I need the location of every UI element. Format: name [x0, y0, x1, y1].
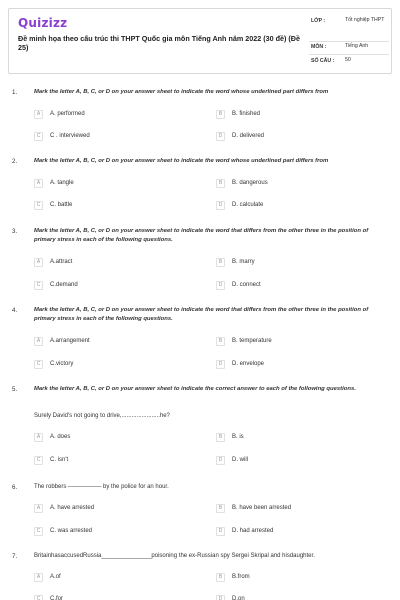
- option-b[interactable]: B. marry: [232, 259, 255, 265]
- question-stem: The robbers –––––––––– by the police for an hour.: [34, 484, 169, 490]
- option-d[interactable]: D. had arrested: [232, 528, 274, 534]
- option-b[interactable]: B. finished: [232, 111, 261, 117]
- quizizz-logo: Quizizz: [18, 16, 68, 30]
- option-c[interactable]: C.demand: [50, 282, 78, 288]
- question-prompt: Mark the letter A, B, C, or D on your answer sheet to indicate the word that differs from the other three in the position of primary stress in each of the following questions.: [34, 228, 369, 243]
- worksheet-header: [8, 8, 392, 74]
- question-prompt: Mark the letter A, B, C, or D on your answer sheet to indicate the word whose underlined part differs from: [34, 89, 329, 95]
- option-c[interactable]: C. isn't: [50, 457, 69, 463]
- option-c-badge: C: [34, 360, 43, 369]
- question-prompt: Mark the letter A, B, C, or D on your answer sheet to indicate the word whose underlined part differs from: [34, 158, 329, 164]
- option-a[interactable]: A. does: [50, 434, 71, 440]
- option-a-badge: A: [34, 504, 43, 513]
- question-stem: BritainhasaccusedRussia_______________poisoning the ex-Russian spy Sergei Skripal and hisdaughter.: [34, 553, 315, 559]
- option-b[interactable]: B. is: [232, 434, 244, 440]
- option-a[interactable]: A. performed: [50, 111, 85, 117]
- option-a-badge: A: [34, 433, 43, 442]
- option-a[interactable]: A.attract: [50, 259, 73, 265]
- option-d[interactable]: D.on: [232, 596, 245, 600]
- option-a[interactable]: A. tangle: [50, 180, 74, 186]
- question-number: 1.: [12, 89, 18, 96]
- option-a[interactable]: A.arrangement: [50, 338, 90, 344]
- option-d[interactable]: D. calculate: [232, 202, 264, 208]
- option-a-badge: A: [34, 258, 43, 267]
- question-number: 2.: [12, 158, 18, 165]
- option-d-badge: D: [216, 201, 225, 210]
- option-c-badge: C: [34, 527, 43, 536]
- question-prompt: Mark the letter A, B, C, or D on your answer sheet to indicate the correct answer to each of the following questions.: [34, 386, 356, 392]
- option-c[interactable]: C. was arrested: [50, 528, 93, 534]
- option-b-badge: B: [216, 573, 225, 582]
- option-d[interactable]: D. will: [232, 457, 248, 463]
- option-d-badge: D: [216, 132, 225, 141]
- option-d-badge: D: [216, 527, 225, 536]
- option-b[interactable]: B.from: [232, 574, 250, 580]
- question-number: 6.: [12, 484, 18, 491]
- option-b-badge: B: [216, 337, 225, 346]
- option-c-badge: C: [34, 281, 43, 290]
- subject-label: MÔN :: [311, 44, 327, 50]
- class-label: LỚP :: [311, 18, 326, 24]
- option-b-badge: B: [216, 433, 225, 442]
- option-c[interactable]: C. battle: [50, 202, 73, 208]
- question-number: 3.: [12, 228, 18, 235]
- meta-divider: [309, 41, 389, 42]
- option-d[interactable]: D. connect: [232, 282, 261, 288]
- option-c-badge: C: [34, 132, 43, 141]
- option-b-badge: B: [216, 179, 225, 188]
- option-a[interactable]: A. have arrested: [50, 505, 95, 511]
- option-c[interactable]: C . interviewed: [50, 133, 90, 139]
- option-c[interactable]: C.for: [50, 596, 64, 600]
- option-c[interactable]: C.victory: [50, 361, 74, 367]
- question-count-label: SỐ CÂU :: [311, 58, 335, 64]
- question-stem: Surely David's not going to drive,.......................he?: [34, 413, 170, 419]
- option-a[interactable]: A.of: [50, 574, 61, 580]
- option-a-badge: A: [34, 337, 43, 346]
- option-b-badge: B: [216, 110, 225, 119]
- option-d-badge: D: [216, 456, 225, 465]
- option-b-badge: B: [216, 504, 225, 513]
- option-a-badge: A: [34, 573, 43, 582]
- option-b[interactable]: B. dangerous: [232, 180, 268, 186]
- option-d-badge: D: [216, 281, 225, 290]
- option-d[interactable]: D. delivered: [232, 133, 265, 139]
- option-a-badge: A: [34, 179, 43, 188]
- option-b[interactable]: B. temperature: [232, 338, 272, 344]
- question-number: 7.: [12, 553, 18, 560]
- meta-divider: [309, 54, 389, 55]
- question-count-value: 50: [345, 57, 351, 63]
- option-d-badge: D: [216, 595, 225, 600]
- option-b-badge: B: [216, 258, 225, 267]
- option-b[interactable]: B. have been arrested: [232, 505, 292, 511]
- option-a-badge: A: [34, 110, 43, 119]
- option-d[interactable]: D. envelope: [232, 361, 265, 367]
- question-number: 4.: [12, 307, 18, 314]
- question-prompt: Mark the letter A, B, C, or D on your answer sheet to indicate the word that differs from the other three in the position of primary stress in each of the following questions.: [34, 307, 369, 322]
- subject-value: Tiếng Anh: [345, 43, 369, 49]
- worksheet-title: Đề minh họa theo cấu trúc thi THPT Quốc gia môn Tiếng Anh năm 2022 (30 đề) (Đề 25): [18, 34, 300, 53]
- class-value: Tốt nghiệp THPT: [345, 17, 385, 23]
- option-d-badge: D: [216, 360, 225, 369]
- option-c-badge: C: [34, 595, 43, 600]
- option-c-badge: C: [34, 201, 43, 210]
- question-number: 5.: [12, 386, 18, 393]
- option-c-badge: C: [34, 456, 43, 465]
